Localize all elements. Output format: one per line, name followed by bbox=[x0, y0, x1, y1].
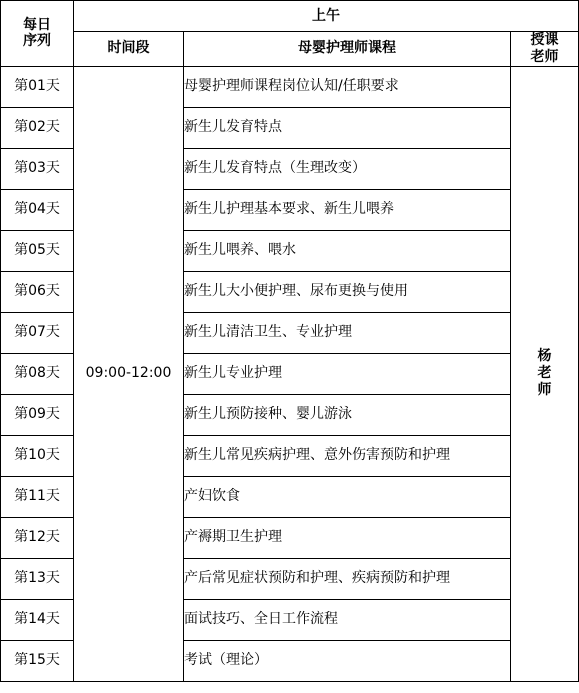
teacher-name-char2: 老 bbox=[537, 365, 552, 382]
teacher-name-char3: 师 bbox=[537, 381, 552, 398]
day-label: 第02天 bbox=[1, 107, 74, 148]
teacher-header bbox=[511, 32, 579, 67]
course-cell: 产褥期卫生护理 bbox=[184, 517, 511, 558]
course-cell: 新生儿大小便护理、尿布更换与使用 bbox=[184, 271, 511, 312]
course-cell: 考试（理论） bbox=[184, 640, 511, 681]
table-row bbox=[1, 66, 579, 107]
day-label: 第13天 bbox=[1, 558, 74, 599]
course-cell: 新生儿清洁卫生、专业护理 bbox=[184, 312, 511, 353]
day-label: 第12天 bbox=[1, 517, 74, 558]
day-label: 第11天 bbox=[1, 476, 74, 517]
course-cell: 新生儿喂养、喂水 bbox=[184, 230, 511, 271]
schedule-body bbox=[1, 1, 579, 682]
day-label: 第15天 bbox=[1, 640, 74, 681]
teacher-header-line2: 老师 bbox=[530, 48, 559, 65]
course-cell: 母婴护理师课程岗位认知/任职要求 bbox=[184, 66, 511, 107]
course-cell: 面试技巧、全日工作流程 bbox=[184, 599, 511, 640]
course-cell: 新生儿护理基本要求、新生儿喂养 bbox=[184, 189, 511, 230]
day-label: 第14天 bbox=[1, 599, 74, 640]
course-cell: 产后常见症状预防和护理、疾病预防和护理 bbox=[184, 558, 511, 599]
course-cell: 新生儿常见疾病护理、意外伤害预防和护理 bbox=[184, 435, 511, 476]
day-label: 第04天 bbox=[1, 189, 74, 230]
course-header: 母婴护理师课程 bbox=[184, 32, 511, 67]
day-label: 第06天 bbox=[1, 271, 74, 312]
daily-sequence-label-line1: 每日 bbox=[23, 16, 51, 33]
day-label: 第01天 bbox=[1, 66, 74, 107]
day-label: 第08天 bbox=[1, 353, 74, 394]
time-slot-cell: 09:00-12:00 bbox=[74, 66, 184, 681]
course-cell: 产妇饮食 bbox=[184, 476, 511, 517]
course-cell: 新生儿预防接种、婴儿游泳 bbox=[184, 394, 511, 435]
course-cell: 新生儿专业护理 bbox=[184, 353, 511, 394]
day-label: 第09天 bbox=[1, 394, 74, 435]
teacher-name-char1: 杨 bbox=[537, 348, 552, 365]
day-label: 第05天 bbox=[1, 230, 74, 271]
day-label: 第07天 bbox=[1, 312, 74, 353]
day-label: 第10天 bbox=[1, 435, 74, 476]
daily-sequence-header bbox=[1, 1, 74, 67]
day-label: 第03天 bbox=[1, 148, 74, 189]
header-row-period bbox=[1, 1, 579, 32]
course-cell: 新生儿发育特点（生理改变） bbox=[184, 148, 511, 189]
teacher-header-line1: 授课 bbox=[530, 32, 559, 48]
daily-sequence-label-line2: 序列 bbox=[23, 33, 51, 50]
teacher-cell bbox=[511, 66, 579, 681]
course-cell: 新生儿发育特点 bbox=[184, 107, 511, 148]
morning-period-header: 上午 bbox=[74, 1, 579, 32]
time-slot-header: 时间段 bbox=[74, 32, 184, 67]
header-row-columns bbox=[1, 32, 579, 67]
